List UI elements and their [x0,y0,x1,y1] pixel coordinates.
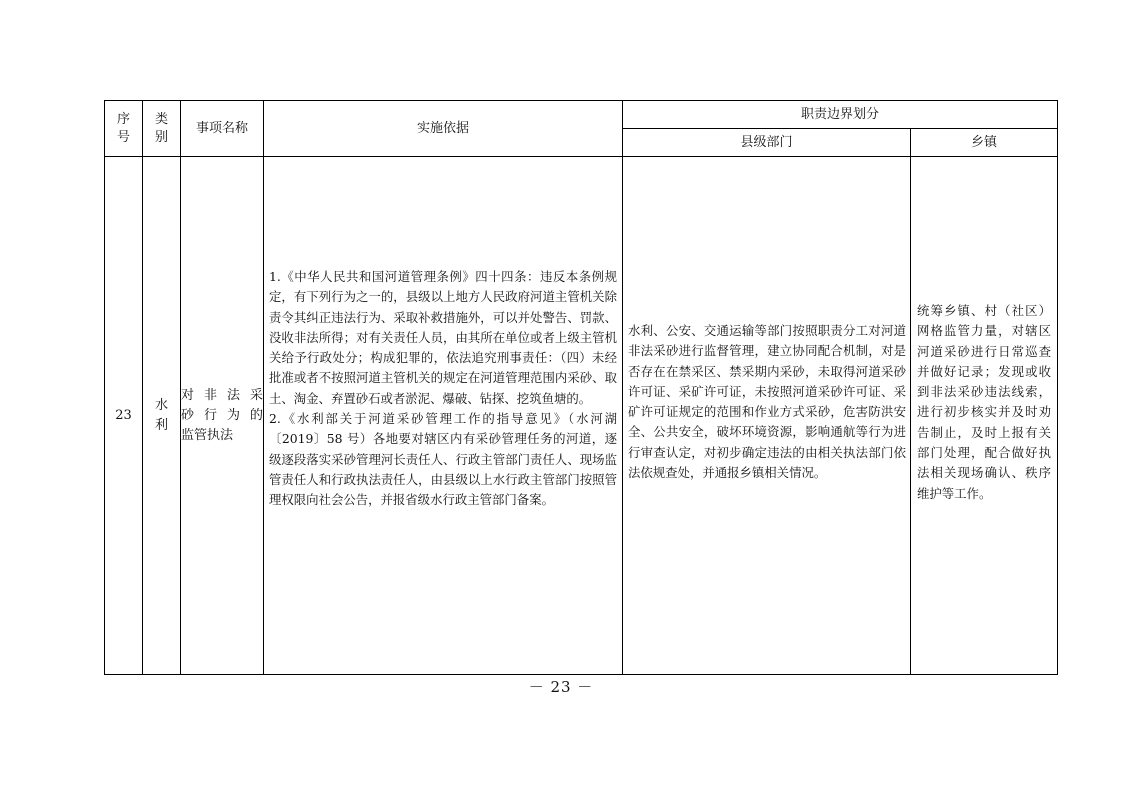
county-text: 水利、公安、交通运输等部门按照职责分工对河道非法采砂进行监督管理，建立协同配合机制，对是否存在在禁采区、禁采期内采砂，未取得河道采砂许可证、采矿许可证，未按照河道采砂许可证、采矿许可证规定的范围和作业方式采砂，危害防洪安全、公共安全，破坏环境资源，影响通航等行为进行审查认定，对初步确定违法的由相关执法部门依法依规查处，并通报乡镇相关情况。 [628,323,906,481]
header-county: 县级部门 [623,129,911,157]
header-item-name: 事项名称 [181,101,264,157]
header-seq: 序 号 [105,101,143,157]
header-category: 类 别 [143,101,181,157]
row-basis [264,157,623,675]
row-township [911,157,1058,675]
header-basis: 实施依据 [264,101,623,157]
basis-paragraph-2: 2.《水利部关于河道采砂管理工作的指导意见》（水河湖〔2019〕58 号）各地要对辖区内有采砂管理任务的河道，逐级逐段落实采砂管理河长责任人、行政主管部门责任人、现场监管责任人和行政执法责任人，由县级以上水行政主管部门按照管理权限向社会公告，并报省级水行政主管部门备案。 [269,411,617,508]
basis-paragraph-1: 1.《中华人民共和国河道管理条例》四十四条：违反本条例规定，有下列行为之一的，县级以上地方人民政府河道主管机关除责令其纠正违法行为、采取补救措施外，可以并处警告、罚款、没收非法所得；对有关责任人员，由其所在单位或者上级主管机关给予行政处分；构成犯罪的，依法追究刑事责任：（四）未经批准或者不按照河道主管机关的规定在河道管理范围内采砂、取土、淘金、弃置砂石或者淤泥、爆破、钻探、挖筑鱼塘的。 [269,269,617,406]
row-seq: 23 [105,157,143,675]
row-item-name: 对非法采 砂行为的 监管执法 [181,157,264,675]
page-number: － 23 － [528,678,594,696]
township-text: 统筹乡镇、村（社区）网格监管力量，对辖区河道采砂进行日常巡查并做好记录；发现或收到非法采砂违法线索，进行初步核实并及时劝告制止，及时上报有关部门处理，配合做好执法相关现场确认、秩序维护等工作。 [917,303,1052,501]
table-row [105,157,1058,675]
row-county [623,157,911,675]
header-township: 乡镇 [911,129,1058,157]
header-responsibility: 职责边界划分 [623,101,1058,129]
responsibility-table [104,100,1058,675]
row-category: 水 利 [143,157,181,675]
